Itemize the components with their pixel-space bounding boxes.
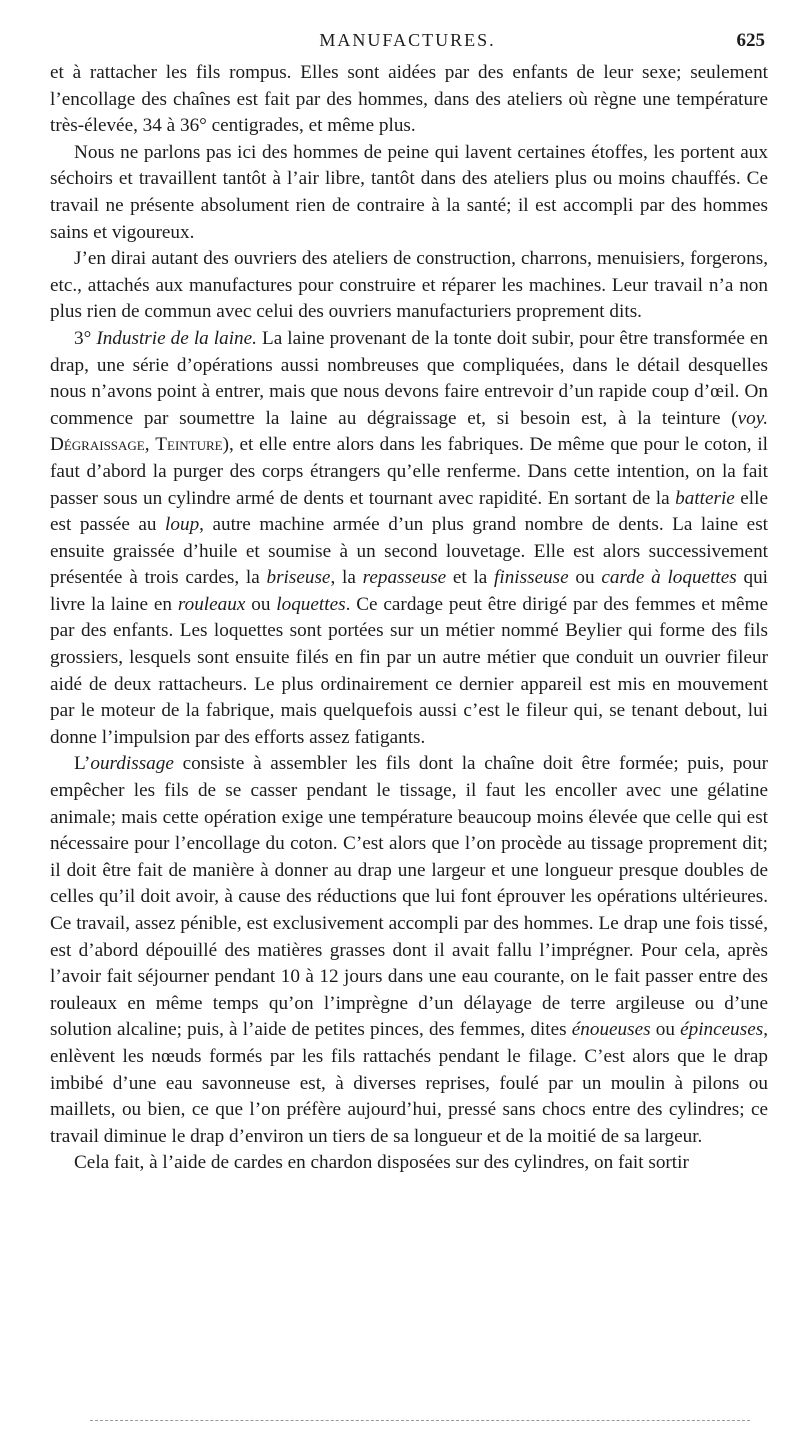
paragraph: [50, 140, 768, 246]
italic-term: batterie: [675, 487, 735, 509]
italic-term: finisseuse: [494, 567, 569, 589]
footer-rule: [90, 1420, 750, 1421]
paragraph: [50, 60, 768, 140]
italic-term: loup: [165, 514, 200, 536]
text-run: J’en dirai autant des ouvriers des ateliers de construction, charrons, menuisiers, forgerons, etc., attachés aux manufactures pour construire et réparer les machines. Leur travail n’a non plus rien de commun avec celui des ouvriers manufacturiers proprement dits.: [50, 248, 768, 323]
small-caps-term: Teinture: [155, 434, 223, 456]
text-run: , la: [330, 567, 363, 589]
italic-term: briseuse: [266, 567, 331, 589]
text-run: ), et elle entre alors dans les fabriques. De même que pour le coton, il faut d’abord la purger des corps étrangers qu’elle renferme. Dans cette intention, on la fait passer sous un cylindre armé de dents et tournant avec rapidité. En sortant de la: [50, 434, 768, 509]
italic-term: épinceuses: [680, 1019, 764, 1041]
text-run: La laine provenant de la tonte doit subir, pour être transformée en drap, une série d’opérations aussi nombreuses que compliquées, dans le détail desquelles nous n’avons point à entrer, mais que nous devons faire entrevoir d’un rapide coup d’œil. On commence par soumettre la laine au dégraissage et, si besoin est, à la teinture (: [50, 327, 768, 429]
running-title: MANUFACTURES.: [319, 30, 496, 50]
text-run: ,: [144, 434, 156, 456]
text-run: Cela fait, à l’aide de cardes en chardon disposées sur des cylindres, on fait sortir: [74, 1152, 689, 1174]
running-header: [50, 30, 765, 54]
text-run: ou: [568, 567, 602, 589]
text-run: ou: [245, 593, 277, 615]
text-run: . Ce cardage peut être dirigé par des femmes et même par des enfants. Les loquettes sont portées sur un métier nommé Beylier qui forme des fils grossiers, lesquels sont ensuite filés en fin par un autre métier que conduit un ouvrier fileur aidé de deux rattacheurs. Le plus ordinairement ce dernier appareil est mis en mouvement par le moteur de la fabrique, mais quelquefois aussi c’est le fileur qui, se tenant debout, lui donne l’impulsion par des efforts assez fatigants.: [50, 593, 769, 748]
text-run: 3°: [74, 327, 97, 349]
italic-term: rouleaux: [177, 593, 246, 615]
paragraph: [50, 751, 768, 1150]
text-run: ou: [650, 1019, 681, 1041]
text-run: L’: [74, 753, 91, 775]
text-run: elle est passée au: [50, 487, 768, 536]
italic-term: repasseuse: [362, 567, 447, 589]
italic-term: voy.: [737, 407, 768, 429]
text-run: et à rattacher les fils rompus. Elles sont aidées par des enfants de leur sexe; seulement l’encollage des chaînes est fait par des hommes, dans des ateliers où règne une température très-élevée, 34 à 36° centigrades, et même plus.: [50, 62, 768, 137]
paragraph: [50, 1150, 768, 1177]
text-run: et la: [446, 567, 495, 589]
text-run: Nous ne parlons pas ici des hommes de peine qui lavent certaines étoffes, les portent aux séchoirs et travaillent tantôt à l’air libre, tantôt dans des ateliers plus ou moins chauffés. Ce travail ne présente absolument rien de contraire à la santé; il est accompli par des hommes sains et vigoureux.: [50, 141, 768, 243]
text-run: qui livre la laine en: [50, 567, 769, 615]
text-run: , autre machine armée d’un plus grand nombre de dents. La laine est ensuite graissée d’huile et soumise à un second louvetage. Elle est alors successivement présentée à trois cardes, la: [50, 514, 768, 589]
body-text: [50, 60, 768, 1177]
small-caps-term: Dégraissage: [50, 434, 145, 456]
italic-term: énoueuses: [571, 1019, 651, 1041]
italic-term: ourdissage: [90, 753, 174, 775]
page-number: 625: [736, 30, 765, 51]
text-run: consiste à assembler les fils dont la chaîne doit être formée; puis, pour empêcher les fils de se casser pendant le tissage, il faut les encoller avec une gélatine animale; mais cette opération exige une température beaucoup moins élevée que celle qui est nécessaire pour l’encollage du coton. C’est alors que l’on procède au tissage proprement dit; il doit être fait de manière à donner au drap une largeur et une longueur presque doubles de celles qu’il doit avoir, à cause des réductions que lui font éprouver les opérations ultérieures. Ce travail, assez pénible, est exclusivement accompli par des hommes. Le drap une fois tissé, est d’abord dépouillé des matières grasses dont il avait fallu l’imprégner. Pour cela, après l’avoir fait séjourner pendant 10 à 12 jours dans une eau courante, on le fait passer entre des rouleaux en même temps qu’on l’imprègne d’un délayage de terre argileuse ou d’une solution alcaline; puis, à l’aide de petites pinces, des femmes, dites: [50, 753, 768, 1041]
italic-term: loquettes: [276, 593, 346, 615]
italic-term: Industrie de la laine.: [96, 327, 257, 349]
paragraph: [50, 326, 768, 752]
text-run: , enlèvent les nœuds formés par les fils rattachés pendant le filage. C’est alors que le drap imbibé d’une eau savonneuse est, à diverses reprises, foulé par un moulin à pilons ou maillets, ou bien, ce que l’on préfère aujourd’hui, pressé sans chocs entre des cylindres; ce travail diminue le drap d’environ un tiers de sa longueur et de la moitié de sa largeur.: [50, 1019, 768, 1147]
italic-term: carde à loquettes: [601, 567, 737, 589]
paragraph: [50, 246, 768, 326]
